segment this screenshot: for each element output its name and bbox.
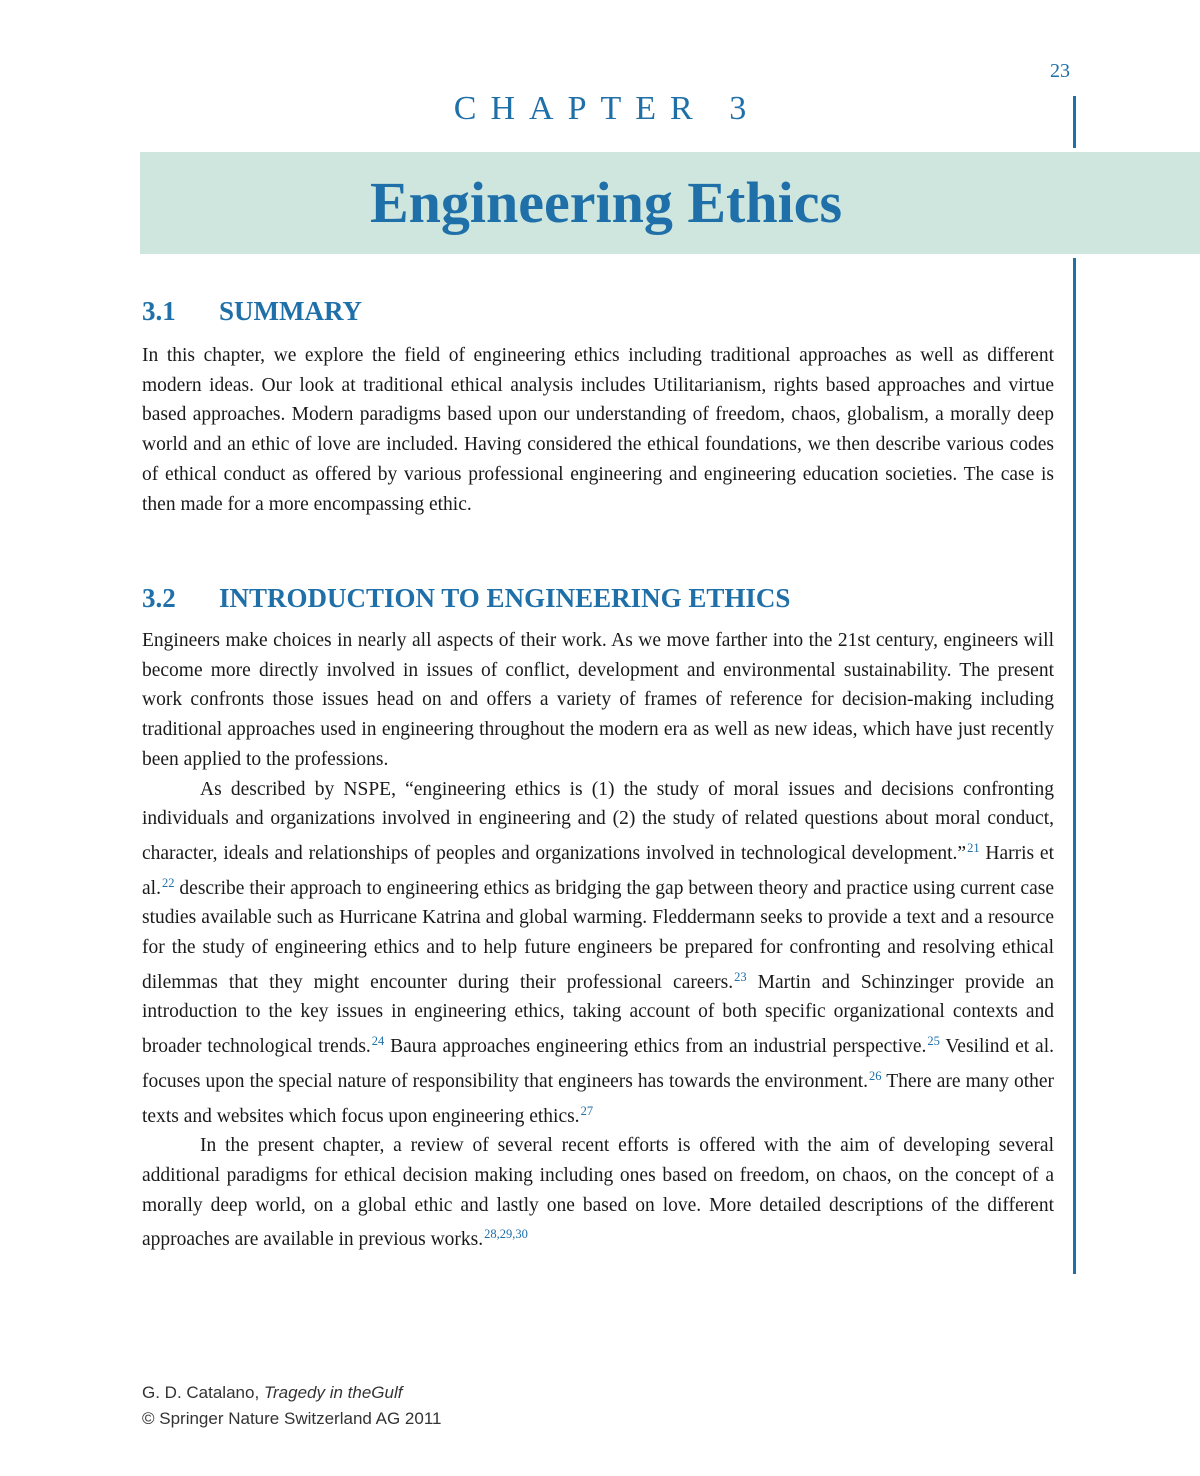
paragraph-text: Martin and Schinzinger provide an introduction to the key issues in engineering ethics, taking account of both specific organizational contexts and broader technological trends. bbox=[142, 971, 1054, 1058]
section-title: SUMMARY bbox=[219, 296, 363, 326]
paragraph-text: Baura approaches engineering ethics from an industrial perspective. bbox=[384, 1036, 927, 1058]
footnote-marker[interactable]: 28,29,30 bbox=[484, 1227, 528, 1242]
footnote-marker[interactable]: 21 bbox=[967, 840, 980, 855]
section-number: 3.1 bbox=[142, 296, 176, 326]
footnote-marker[interactable]: 26 bbox=[869, 1068, 882, 1083]
citation-line bbox=[142, 1380, 441, 1406]
section-heading-introduction bbox=[142, 583, 790, 614]
paragraph-text: Vesilind et al. focuses upon the special nature of responsibility that engineers has towards the environment. bbox=[142, 1036, 1054, 1092]
footer-book-title: Tragedy in theGulf bbox=[263, 1383, 403, 1402]
summary-body bbox=[142, 341, 1054, 519]
footnote-marker[interactable]: 22 bbox=[161, 875, 175, 890]
paragraph-text: In the present chapter, a review of several recent efforts is offered with the aim of developing several additional paradigms for ethical decision making including ones based on freedom, on chaos, on the concept of a morally deep world, on a global ethic and lastly one based on love. More detailed descriptions of the different approaches are available in previous works. bbox=[142, 1135, 1054, 1251]
footer-author: G. D. Catalano, bbox=[142, 1383, 264, 1402]
section-heading-summary bbox=[142, 296, 362, 327]
introduction-body bbox=[142, 626, 1054, 1255]
summary-paragraph: In this chapter, we explore the field of engineering ethics including traditional approaches as well as different modern ideas. Our look at traditional ethical analysis includes Utilitarianism, rights based approaches and virtue based approaches. Modern paradigms based upon our understanding of freedom, chaos, globalism, a morally deep world and an ethic of love are included. Having considered the ethical foundations, we then describe various codes of ethical conduct as offered by various professional engineering and engineering education societies. The case is then made for a more encompassing ethic. bbox=[142, 345, 1054, 515]
paragraph-text: describe their approach to engineering ethics as bridging the gap between theory and practice using current case studies available such as Hurricane Katrina and global warming. Fleddermann seeks to provide a text and a resource for the study of engineering ethics and to help future engineers be prepared for confronting and resolving ethical dilemmas that they might encounter during their professional careers. bbox=[142, 877, 1054, 993]
footnote-marker[interactable]: 24 bbox=[371, 1034, 385, 1049]
chapter-label: CHAPTER 3 bbox=[453, 90, 761, 127]
paragraph-text: As described by NSPE, “engineering ethics is (1) the study of moral issues and decisions confronting individuals and organizations involved in engineering and (2) the study of related questions about moral conduct, character, ideals and relationships of peoples and organizations involved in technological development.” bbox=[142, 778, 1054, 864]
footnote-marker[interactable]: 23 bbox=[734, 969, 747, 984]
page-number: 23 bbox=[1050, 60, 1070, 82]
footer bbox=[142, 1380, 441, 1432]
chapter-title: Engineering Ethics bbox=[369, 170, 843, 235]
intro-paragraph-3 bbox=[142, 1131, 1054, 1255]
paragraph-text: Harris et al. bbox=[142, 842, 1054, 899]
paragraph-text: There are many other texts and websites which focus upon engineering ethics. bbox=[142, 1070, 1055, 1127]
intro-paragraph-2 bbox=[142, 775, 1054, 1132]
section-number: 3.2 bbox=[142, 583, 176, 613]
intro-paragraph-1: Engineers make choices in nearly all aspects of their work. As we move farther into the 21st century, engineers will become more directly involved in issues of conflict, development and environmental sustainability. The present work confronts those issues head on and offers a variety of frames of reference for decision-making including traditional approaches used in engineering throughout the modern era as well as new ideas, which have just recently been applied to the professions. bbox=[142, 630, 1054, 770]
section-title: INTRODUCTION TO ENGINEERING ETHICS bbox=[219, 583, 791, 613]
footnote-marker[interactable]: 27 bbox=[580, 1103, 594, 1118]
margin-rule bbox=[1073, 258, 1076, 1274]
footer-copyright: © Springer Nature Switzerland AG 2011 bbox=[142, 1409, 442, 1428]
footnote-marker[interactable]: 25 bbox=[927, 1034, 940, 1049]
